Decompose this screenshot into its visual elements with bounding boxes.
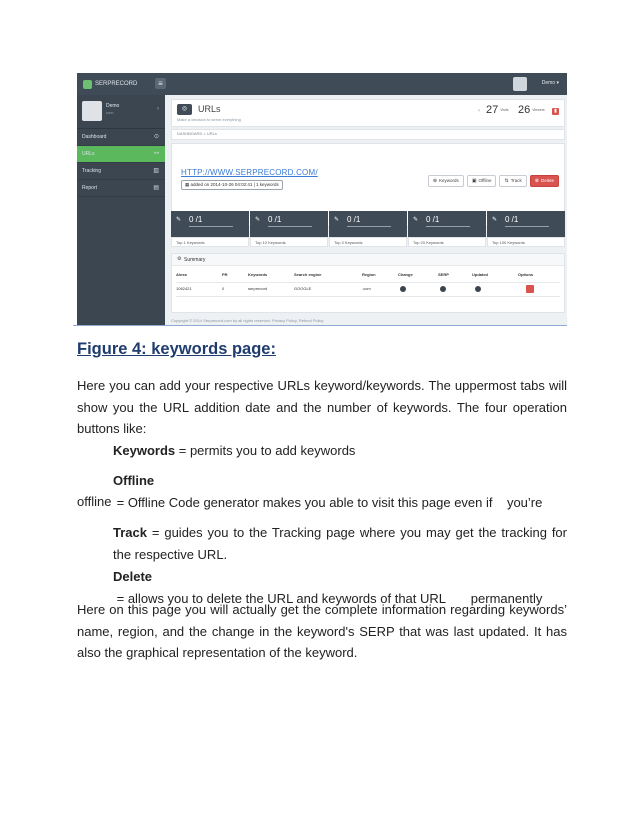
summary-table	[176, 269, 560, 297]
sidebar-item-report[interactable]: Report ▤	[77, 180, 165, 197]
calendar-icon: ▦	[185, 182, 190, 187]
avatar	[82, 101, 102, 121]
pin-icon: ✎	[255, 217, 261, 223]
profile-name: Demo	[106, 103, 120, 109]
gear-icon: ⚙	[177, 256, 182, 262]
page-title: URLs	[198, 104, 221, 114]
dashboard-icon: ⊙	[153, 134, 159, 140]
pin-icon: ✎	[334, 217, 340, 223]
sidebar-item-urls[interactable]: URLs ⚯	[77, 146, 165, 163]
serp-icon[interactable]	[440, 286, 446, 293]
page-header	[171, 99, 565, 127]
divider	[73, 325, 567, 326]
keywords-button[interactable]: ⊕ Keywords	[428, 175, 464, 187]
main-content	[165, 95, 567, 326]
intro-paragraph: Here you can add your respective URLs keyword/keywords. The uppermost tabs will show you the URL addition date and the number of keywords. The four operation buttons like:	[77, 378, 567, 436]
sidebar	[77, 95, 165, 326]
tile-top-100: ✎ 0 /1 Top 100 Keywords	[487, 211, 565, 247]
page-subtitle: Make a decision to serve everything	[177, 117, 241, 122]
stat-viewers: 26 Viewers	[518, 104, 545, 116]
tile-top-10: ✎ 0 /1 Top 10 Keywords	[250, 211, 328, 247]
track-icon: ⇅	[504, 178, 509, 184]
change-icon[interactable]	[400, 286, 406, 293]
updated-icon[interactable]	[475, 286, 481, 293]
delete-description: Delete = allows you to delete the URL and keywords of that URL permanently	[113, 569, 543, 606]
breadcrumb: DASHBOARD > URLs	[171, 129, 565, 140]
screenshot-footer: Copyright © 2014 Serprecord.com by all rights reserved. Privacy Policy, Refund Policy	[171, 318, 324, 323]
menu-toggle-icon[interactable]: ≡	[155, 78, 166, 89]
chevron-right-icon: ›	[478, 108, 480, 114]
track-button[interactable]: ⇅ Track	[499, 175, 526, 187]
stat-visits: 27 Visits	[486, 104, 509, 116]
delete-button[interactable]: ⊗ Delete	[530, 175, 559, 187]
figure-title: Figure 4: keywords page:	[77, 340, 276, 358]
tile-top-20: ✎ 0 /1 Top 20 Keywords	[408, 211, 486, 247]
sidebar-item-tracking[interactable]: Tracking ▥	[77, 163, 165, 180]
top-bar	[77, 73, 567, 95]
tile-top-3: ✎ 0 /1 Top 3 Keywords	[329, 211, 407, 247]
offline-icon: ▣	[471, 178, 477, 184]
offline-description: Offline = Offline Code generator makes you able to visit this page even if you’re	[113, 473, 543, 510]
report-icon: ▤	[153, 185, 159, 191]
table-row: 1062421 0 serprecord GOOGLE .com	[176, 283, 560, 297]
user-avatar[interactable]	[513, 77, 527, 91]
app-logo[interactable]	[83, 78, 137, 90]
link-icon: ⚯	[153, 151, 159, 157]
sidebar-profile	[77, 95, 165, 129]
keyword-rank-tiles	[171, 211, 565, 247]
pin-icon: ✎	[492, 217, 498, 223]
app-name: SERPRECORD	[95, 81, 138, 87]
logo-icon	[83, 80, 92, 89]
user-menu[interactable]: Demo ▾	[541, 80, 559, 86]
operation-buttons	[428, 175, 559, 187]
keywords-page-screenshot	[77, 73, 567, 326]
track-description: Track = guides you to the Tracking page where you may get the tracking for the respective URL.	[113, 525, 567, 562]
summary-header: ⚙ Summary	[172, 254, 564, 266]
url-link[interactable]: HTTP://WWW.SERPRECORD.COM/	[181, 168, 318, 177]
pin-icon: ✎	[176, 217, 182, 223]
keywords-description: Keywords = permits you to add keywords	[113, 443, 356, 458]
alert-icon[interactable]: ▮	[552, 108, 559, 115]
offline-description-continued: offline	[77, 494, 112, 509]
offline-button[interactable]: ▣ Offline	[467, 175, 497, 187]
delete-icon: ⊗	[534, 178, 539, 184]
profile-status: user	[106, 110, 114, 115]
table-header-row: Alexa PR Keywords Search engine Region Change SERP Updated Options	[176, 269, 560, 283]
globe-icon: ◎	[177, 104, 192, 115]
row-delete-icon[interactable]	[526, 286, 534, 294]
url-added-badge: ▦ added on 2014-10-26 04:02:41 | 1 keywords	[181, 180, 283, 190]
plus-icon: ⊕	[432, 178, 438, 184]
bar-chart-icon: ▥	[153, 168, 159, 174]
chevron-right-icon[interactable]: ›	[157, 106, 159, 112]
closing-paragraph: Here on this page you will actually get the complete information regarding keywords’ name, region, and the change in the keyword's SERP that was last updated. It has also the graphical representation of the keyword.	[77, 602, 567, 660]
summary-panel	[171, 253, 565, 313]
pin-icon: ✎	[413, 217, 419, 223]
sidebar-item-dashboard[interactable]: Dashboard ⊙	[77, 129, 165, 146]
tile-top-1: ✎ 0 /1 Top 1 Keywords	[171, 211, 249, 247]
